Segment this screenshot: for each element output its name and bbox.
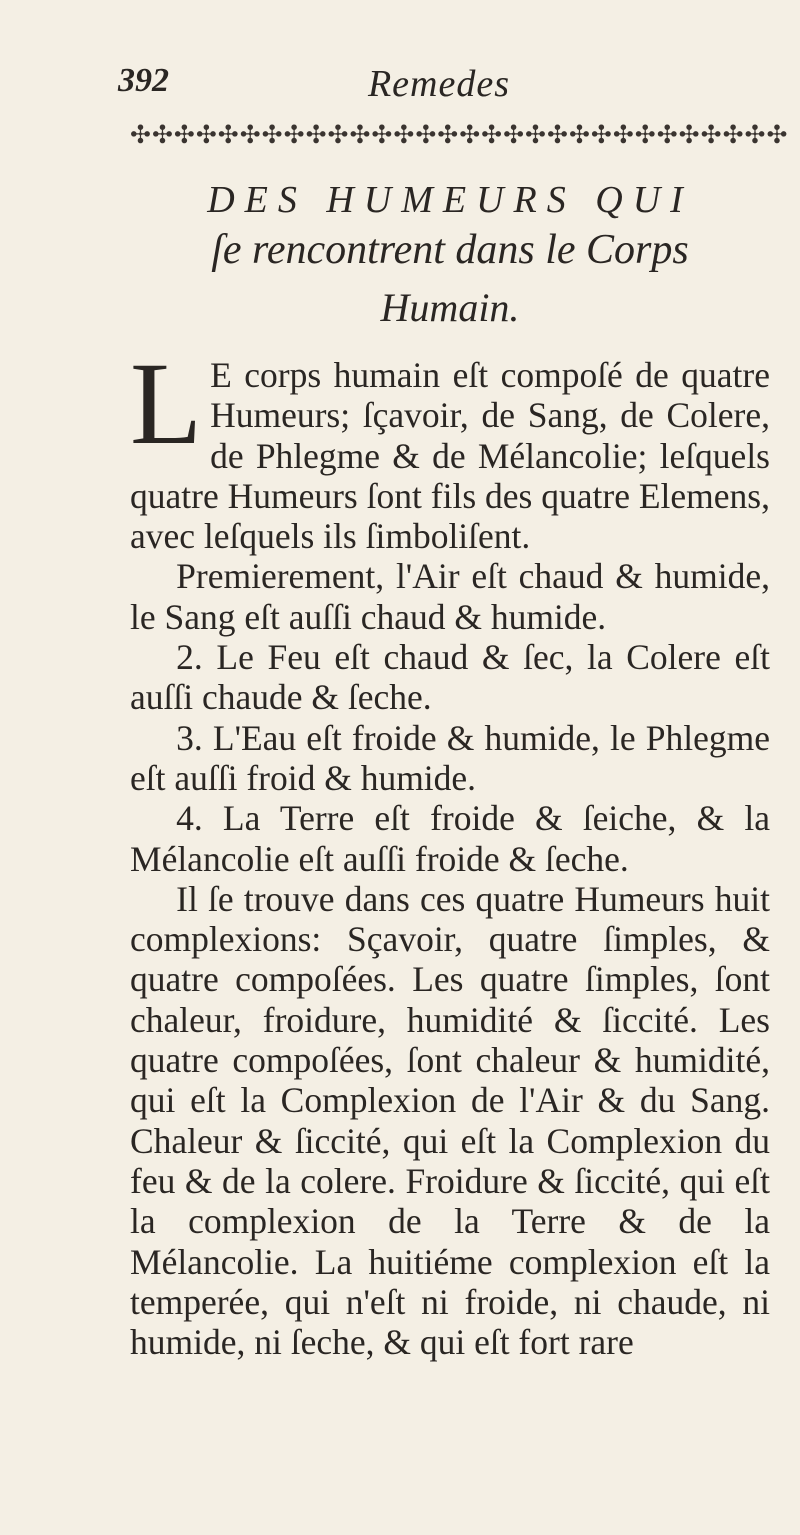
title-line-2: ſe rencontrent dans le Corps (211, 227, 689, 273)
body-text (130, 338, 770, 1363)
title-line-3: Humain. (380, 285, 520, 330)
title-line-1: DES HUMEURS QUI (207, 179, 693, 221)
page-header (118, 62, 760, 112)
ornament-band: ✣✣✣✣✣✣✣✣✣✣✣✣✣✣✣✣✣✣✣✣✣✣✣✣✣✣✣✣✣✣ (130, 122, 789, 149)
paragraph-5: 4. La Terre eſt froide & ſeiche, & la Mélancolie eſt auſſi froide & ſeche. (130, 798, 770, 879)
paragraph-2: Premierement, l'Air eſt chaud & humide, le Sang eſt auſſi chaud & humide. (130, 556, 770, 637)
paragraph-3: 2. Le Feu eſt chaud & ſec, la Colere eſt auſſi chaude & ſeche. (130, 637, 770, 718)
section-title (130, 178, 770, 331)
paragraph-6: Il ſe trouve dans ces quatre Humeurs huit complexions: Sçavoir, quatre ſimples, & quatre compoſées. Les quatre ſimples, ſont chaleur, froidure, humidité & ſiccité. Les quatre compoſées, ſont chaleur & humidité, qui eſt la Complexion de l'Air & du Sang. Chaleur & ſiccité, qui eſt la Complexion du feu & de la colere. Froidure & ſiccité, qui eſt la complexion de la Terre & de la Mélancolie. La huitiéme complexion eſt la temperée, qui n'eſt ni froide, ni chaude, ni humide, ni ſeche, & qui eſt fort rare (130, 878, 770, 1363)
drop-cap: L (130, 338, 203, 469)
paragraph-1-text: E corps humain eſt compoſé de quatre Humeurs; ſçavoir, de Sang, de Colere, de Phlegme & de Mélancolie; leſquels quatre Humeurs ſont fils des quatre Elemens, avec leſquels ils ſimboliſent. (130, 355, 770, 557)
running-head: Remedes (367, 63, 511, 105)
paragraph-1 (130, 338, 770, 557)
paragraph-4: 3. L'Eau eſt froide & humide, le Phlegme eſt auſſi froid & humide. (130, 717, 770, 798)
page-number: 392 (118, 62, 169, 99)
